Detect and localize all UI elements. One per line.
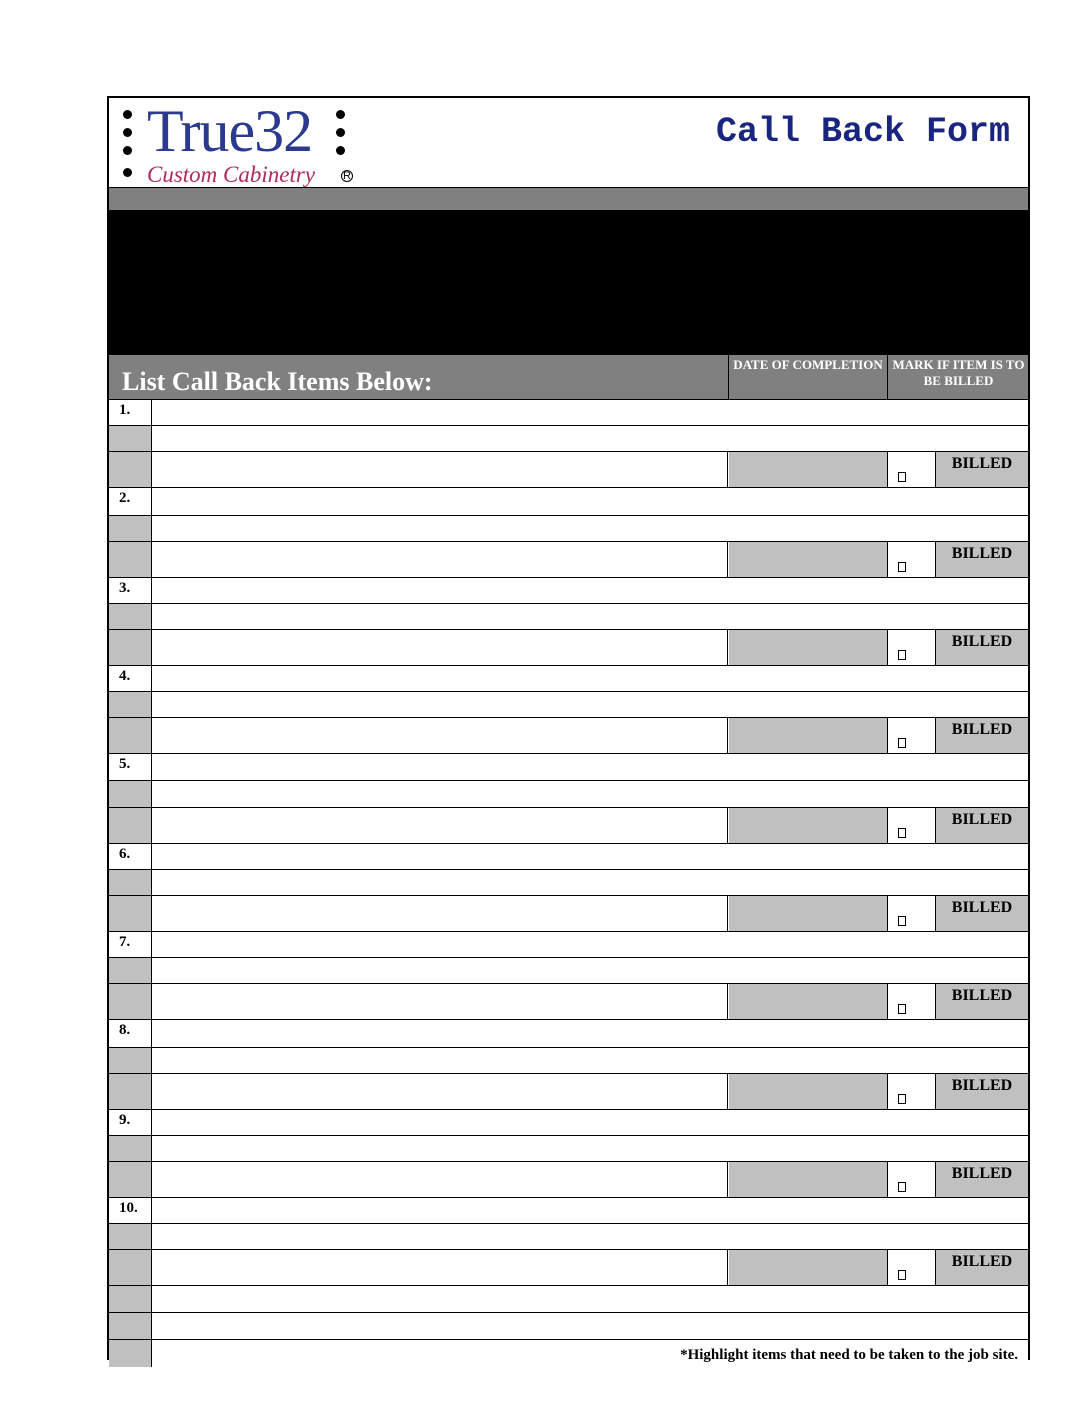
billed-label: BILLED (936, 718, 1028, 753)
item-description-field[interactable] (152, 542, 728, 577)
item-description-field[interactable] (152, 1286, 1028, 1312)
billed-checkbox-cell (888, 718, 936, 753)
item-number-row (109, 399, 1028, 425)
header-divider-band (109, 187, 1028, 210)
item-number-row (109, 665, 1028, 691)
billed-checkbox[interactable] (898, 1182, 906, 1192)
item-continuation-row (109, 1047, 1028, 1073)
form-header (109, 98, 1028, 187)
billed-checkbox[interactable] (898, 1094, 906, 1104)
billed-checkbox-cell (888, 1074, 936, 1109)
billed-label: BILLED (936, 1074, 1028, 1109)
item-billing-row (109, 451, 1028, 487)
billed-checkbox[interactable] (898, 916, 906, 926)
item-number: 2. (109, 488, 152, 515)
row-label-cell (109, 692, 152, 717)
row-label-cell (109, 1340, 152, 1367)
extra-blank-row (109, 1312, 1028, 1339)
item-description-field[interactable] (152, 932, 1028, 957)
billed-checkbox[interactable] (898, 738, 906, 748)
item-number: 4. (109, 666, 152, 691)
item-description-field[interactable] (152, 870, 1028, 895)
item-billing-row (109, 629, 1028, 665)
date-column-header: DATE OF COMPLETION (728, 355, 888, 399)
logo-sub-text: Custom Cabinetry (147, 162, 316, 187)
billed-checkbox-cell (888, 630, 936, 665)
item-number: 6. (109, 844, 152, 869)
item-number-row (109, 931, 1028, 957)
row-label-cell (109, 604, 152, 629)
row-label-cell (109, 426, 152, 451)
item-billing-row (109, 717, 1028, 753)
billed-checkbox-cell (888, 896, 936, 931)
item-number-row (109, 487, 1028, 515)
item-description-field[interactable] (152, 1110, 1028, 1135)
billed-label: BILLED (936, 984, 1028, 1019)
date-of-completion-field[interactable] (729, 630, 888, 665)
date-of-completion-field[interactable] (729, 1162, 888, 1197)
list-title: List Call Back Items Below: (122, 367, 433, 396)
extra-blank-row (109, 1339, 1028, 1367)
billed-checkbox[interactable] (898, 562, 906, 572)
registered-mark-icon: R (341, 170, 353, 182)
billed-checkbox[interactable] (898, 650, 906, 660)
item-number-row (109, 753, 1028, 780)
item-number-row (109, 843, 1028, 869)
date-of-completion-field[interactable] (729, 896, 888, 931)
item-continuation-row (109, 1223, 1028, 1249)
date-of-completion-field[interactable] (729, 1250, 888, 1285)
item-number: 8. (109, 1020, 152, 1047)
row-label-cell (109, 958, 152, 983)
row-label-cell (109, 1074, 152, 1109)
item-description-field[interactable] (152, 516, 1028, 541)
billed-checkbox[interactable] (898, 1270, 906, 1280)
item-billing-row (109, 807, 1028, 843)
billed-checkbox[interactable] (898, 828, 906, 838)
row-label-cell (109, 781, 152, 807)
item-description-field[interactable] (152, 426, 1028, 451)
item-description-field[interactable] (152, 1313, 1028, 1339)
logo-main-text: True32 (147, 98, 313, 164)
redacted-info-block (109, 210, 1028, 355)
item-billing-row (109, 1161, 1028, 1197)
billed-checkbox-cell (888, 452, 936, 487)
row-label-cell (109, 718, 152, 753)
billed-column-header: MARK IF ITEM IS TO BE BILLED (892, 357, 1025, 388)
item-continuation-row (109, 425, 1028, 451)
row-label-cell (109, 1250, 152, 1285)
date-of-completion-field[interactable] (729, 808, 888, 843)
date-of-completion-field[interactable] (729, 718, 888, 753)
row-label-cell (109, 808, 152, 843)
billed-label: BILLED (936, 1250, 1028, 1285)
billed-checkbox[interactable] (898, 1004, 906, 1014)
item-continuation-row (109, 603, 1028, 629)
item-continuation-row (109, 515, 1028, 541)
item-number-row (109, 1109, 1028, 1135)
column-header-bar (109, 355, 1028, 399)
item-billing-row (109, 895, 1028, 931)
company-logo (117, 98, 357, 187)
row-label-cell (109, 1286, 152, 1312)
row-label-cell (109, 1162, 152, 1197)
row-label-cell (109, 516, 152, 541)
billed-label: BILLED (936, 808, 1028, 843)
item-number: 3. (109, 578, 152, 603)
date-of-completion-field[interactable] (729, 984, 888, 1019)
billed-label: BILLED (936, 542, 1028, 577)
item-description-field[interactable] (152, 844, 1028, 869)
item-description-field[interactable] (152, 578, 1028, 603)
item-number-row (109, 577, 1028, 603)
row-label-cell (109, 1313, 152, 1339)
date-of-completion-field[interactable] (729, 452, 888, 487)
item-description-field[interactable] (152, 1136, 1028, 1161)
item-description-field[interactable] (152, 692, 1028, 717)
row-label-cell (109, 542, 152, 577)
item-description-field[interactable] (152, 1048, 1028, 1073)
item-description-field[interactable] (152, 1020, 1028, 1047)
item-description-field[interactable] (152, 1162, 728, 1197)
billed-checkbox-cell (888, 1162, 936, 1197)
row-label-cell (109, 1224, 152, 1249)
item-number: 7. (109, 932, 152, 957)
date-of-completion-field[interactable] (729, 1074, 888, 1109)
row-label-cell (109, 630, 152, 665)
item-description-field[interactable] (152, 984, 728, 1019)
billed-label: BILLED (936, 630, 1028, 665)
billed-checkbox-cell (888, 808, 936, 843)
item-continuation-row (109, 869, 1028, 895)
extra-blank-row (109, 1285, 1028, 1312)
item-description-field[interactable] (152, 958, 1028, 983)
item-description-field[interactable] (152, 1224, 1028, 1249)
item-description-field[interactable] (152, 1074, 728, 1109)
call-back-form (107, 96, 1030, 1363)
billed-label: BILLED (936, 1162, 1028, 1197)
row-label-cell (109, 452, 152, 487)
row-label-cell (109, 896, 152, 931)
row-label-cell (109, 984, 152, 1019)
item-description-field[interactable] (152, 452, 728, 487)
item-continuation-row (109, 957, 1028, 983)
item-number: 10. (109, 1198, 152, 1223)
item-description-field[interactable] (152, 630, 728, 665)
item-billing-row (109, 1073, 1028, 1109)
row-label-cell (109, 1136, 152, 1161)
item-description-field[interactable] (152, 718, 728, 753)
row-label-cell (109, 870, 152, 895)
billed-label: BILLED (936, 452, 1028, 487)
billed-checkbox-cell (888, 1250, 936, 1285)
item-billing-row (109, 983, 1028, 1019)
item-continuation-row (109, 691, 1028, 717)
billed-label: BILLED (936, 896, 1028, 931)
item-description-field[interactable] (152, 1198, 1028, 1223)
item-description-field[interactable] (152, 781, 1028, 807)
billed-checkbox-cell (888, 542, 936, 577)
date-of-completion-field[interactable] (729, 542, 888, 577)
item-description-field[interactable] (152, 488, 1028, 515)
item-billing-row (109, 541, 1028, 577)
billed-checkbox[interactable] (898, 472, 906, 482)
item-number: 1. (109, 400, 152, 425)
item-continuation-row (109, 1135, 1028, 1161)
item-description-field[interactable] (152, 808, 728, 843)
item-billing-row (109, 1249, 1028, 1285)
row-label-cell (109, 1048, 152, 1073)
item-number-row (109, 1197, 1028, 1223)
item-description-field[interactable] (152, 896, 728, 931)
item-number: 5. (109, 754, 152, 780)
form-title: Call Back Form (715, 112, 1010, 152)
item-description-field[interactable] (152, 754, 1028, 780)
billed-checkbox-cell (888, 984, 936, 1019)
item-description-field[interactable] (152, 1250, 728, 1285)
item-description-field[interactable] (152, 604, 1028, 629)
item-continuation-row (109, 780, 1028, 807)
item-description-field[interactable] (152, 666, 1028, 691)
footnote: *Highlight items that need to be taken to the job site. (680, 1347, 1018, 1363)
item-description-field[interactable] (152, 400, 1028, 425)
item-number-row (109, 1019, 1028, 1047)
item-number: 9. (109, 1110, 152, 1135)
